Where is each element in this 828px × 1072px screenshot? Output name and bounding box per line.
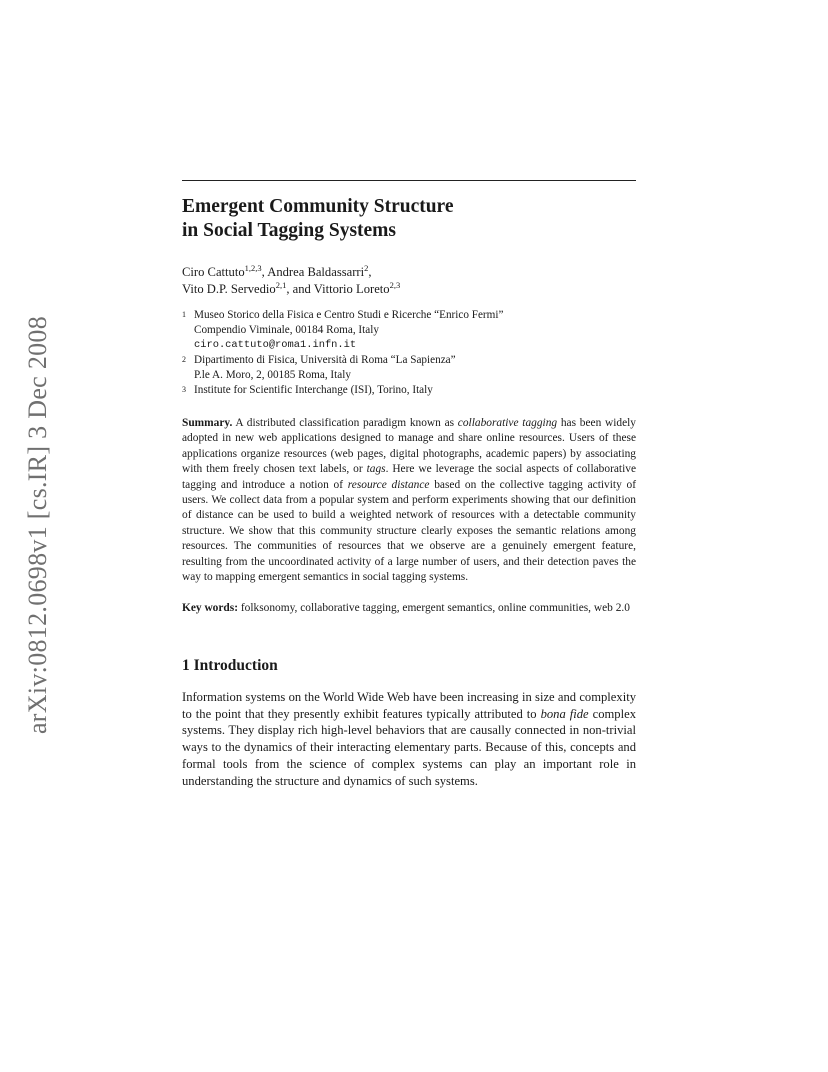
section-heading-introduction: 1 Introduction: [182, 656, 278, 674]
author-2: Andrea Baldassarri$^2$,: [267, 263, 372, 279]
author-4: Vittorio Loreto$^{2,3}$: [313, 280, 401, 296]
arxiv-sidebar: [18, 300, 58, 750]
title-line-1: Emergent Community Structure: [182, 196, 454, 217]
author-email: ciro.cattuto@roma1.infn.it: [194, 339, 357, 351]
affiliations: [182, 308, 636, 398]
title-line-2: in Social Tagging Systems: [182, 220, 397, 241]
summary-label: Summary.: [182, 417, 233, 429]
author-1: Ciro Cattuto$^{1,2,3}$,: [182, 263, 268, 279]
affiliation-1: 1 Museo Storico della Fisica e Centro Studi e Ricerche “Enrico Fermi” Compendio Viminale, 00184 Roma, Italy ciro.cattuto@roma1.infn.it: [182, 308, 636, 353]
paper-title: [182, 195, 636, 243]
affiliation-3: 3 Institute for Scientific Interchange (ISI), Torino, Italy: [182, 384, 433, 396]
keywords: Key words: folksonomy, collaborative tagging, emergent semantics, online communities, web 2.0: [182, 602, 630, 615]
paper-page: [182, 180, 636, 790]
keywords-label: Key words:: [182, 602, 238, 615]
author-list: [182, 264, 636, 298]
affiliation-2: 2 Dipartimento di Fisica, Università di Roma “La Sapienza” P.le A. Moro, 2, 00185 Roma, Italy: [182, 354, 456, 381]
introduction-paragraph: Information systems on the World Wide Web have been increasing in size and complexity to the point that they presently exhibit features typically attributed to bona fide complex systems. They display rich high-level behaviors that are causally connected in non-trivial ways to the dynamics of their interacting elementary parts. Because of this, concepts and formal tools from the science of complex systems can play an important role in understanding the structure and dynamics of such systems.: [182, 689, 636, 788]
top-rule: [182, 180, 636, 181]
arxiv-identifier: arXiv:0812.0698v1 [cs.IR] 3 Dec 2008: [23, 315, 52, 735]
summary-abstract: Summary. A distributed classification paradigm known as collaborative tagging has been widely adopted in new web applications designed to manage and share online resources. Users of these applications organize resources (web pages, digital photographs, academic papers) by associating with them freely chosen text labels, or tags. Here we leverage the social aspects of collaborative tagging and introduce a notion of resource distance based on the collective tagging activity of users. We collect data from a popular system and perform experiments showing that our definition of distance can be used to build a weighted network of resources with a detectable community structure. We show that this community structure clearly exposes the semantic relations among resources. The communities of resources that we observe are a genuinely emergent feature, resulting from the uncoordinated activity of a large number of users, and their detection paves the way to mapping emergent semantics in social tagging systems.: [182, 417, 637, 584]
author-3: Vito D.P. Servedio$^{2,1}$, and: [182, 280, 314, 296]
